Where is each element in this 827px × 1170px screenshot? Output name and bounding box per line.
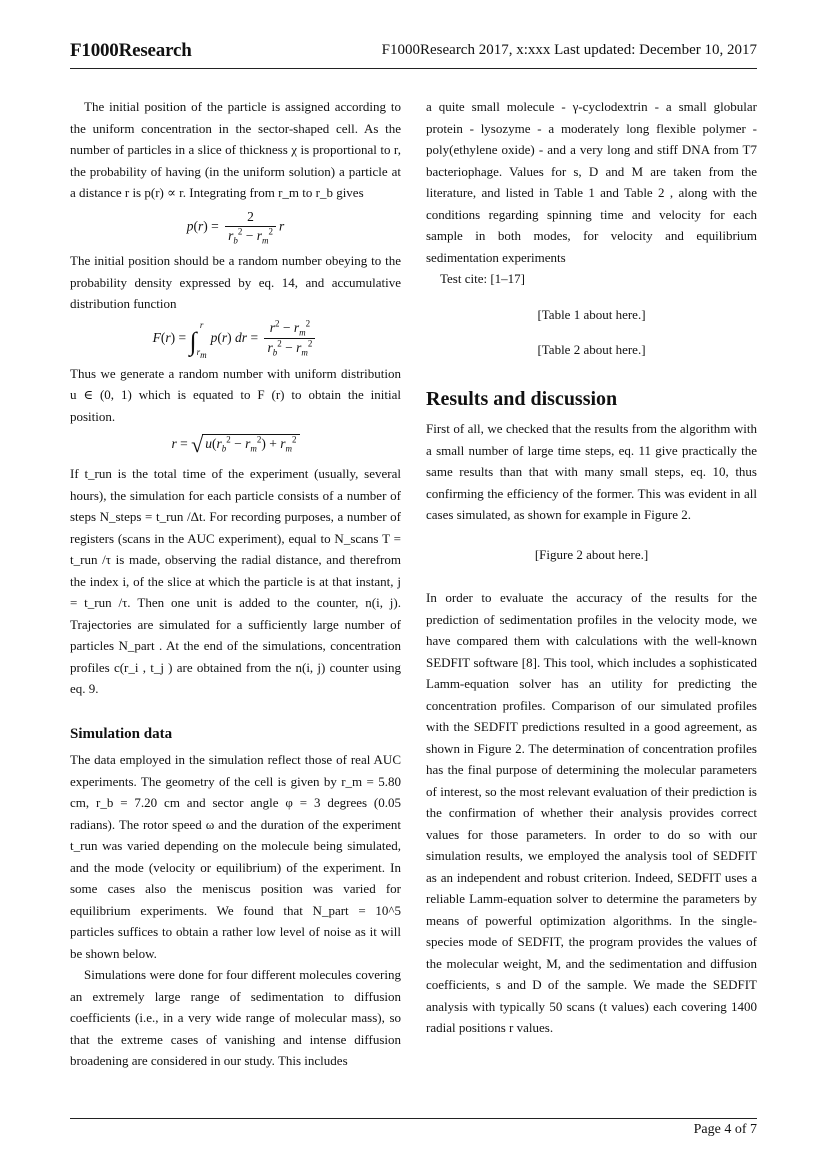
header-meta: F1000Research 2017, x:xxx Last updated: December 10, 2017	[381, 42, 757, 58]
paragraph-sedfit-comparison: In order to evaluate the accuracy of the results for the prediction of sedimentation profiles in the velocity mode, we have compared them with calculations with the well-known SEDFIT software [8]. This tool, which includes a sophisticated Lamm-equation solver has an utility for predicting the concentration profiles. Comparison of our simulated profiles with the SEDFIT predictions resulted in a good agreement, as shown in Figure 2. The determination of concentration profiles has the final purpose of determining the molecular parameters of interest, so the most relevant evaluation of their prediction is the confirmation of whether their analysis provides correct values for those parameters. In order to do so with our simulation results, we employed the analysis tool of SEDFIT as an independent and robust criterion. Indeed, SEDFIT uses a reliable Lamm-equation solver to determine the parameters by means of powerful optimization algorithms. In the single-species mode of SEDFIT, the program provides the values of the molecular weight, M, and the sedimentation and diffusion coefficients, s and D of the sample. We made the SEDFIT analysis with typically 50 scans (t values) each covering 1400 radial positions r values.	[426, 590, 757, 1035]
paragraph-molecule-list: a quite small molecule - γ-cyclodextrin - a small globular protein - lysozyme - a moderately long flexible polymer - poly(ethylene oxide) - and a very long and stiff DNA from T7 bacteriophage. Values for s, D and M are taken from the literature, and listed in Table 1 and Table 2 , along with the conditions regarding spinning time and velocity for each sample in both modes, for velocity and equilibrium sedimentation experiments	[426, 99, 757, 265]
paragraph-molecules: Simulations were done for four different molecules covering an extremely large range of sedimentation to diffusion coefficients (i.e., in a very wide range of molecular mass), so that the extreme cases of vanishing and intense diffusion broadening are considered in our study. This includes	[70, 967, 401, 1069]
header-rule	[70, 68, 757, 69]
footer-rule	[70, 1118, 757, 1119]
test-cite: Test cite: [1–17]	[440, 271, 526, 286]
equation-probability: p(r) = $\frac{2}{r_b^2 - r_m^2}$ r	[186, 208, 285, 247]
left-column	[70, 96, 401, 1072]
section-heading-results: Results and discussion	[426, 387, 618, 410]
paragraph-random-number: Thus we generate a random number with uniform distribution u ∈ (0, 1) which is equated to F (r) to obtain the initial position.	[70, 365, 401, 424]
paragraph-cumulative: The initial position should be a random number obeying to the probability density expressed by eq. 14, and accumulative distribution function	[70, 253, 401, 312]
paragraph-results-first: First of all, we checked that the results from the algorithm with a small number of large time steps, eq. 11 give practically the same results than that with many small steps, eq. 10, thus confirming the efficiency of the former. This was evident in all cases simulated, as shown for example in Figure 2.	[426, 421, 757, 522]
table-1-placeholder: [Table 1 about here.]	[537, 306, 646, 322]
figure-2-placeholder: [Figure 2 about here.]	[534, 546, 649, 562]
equation-position: r = √ $u(r_b^2 - r_m^2) + r_m^2$	[70, 433, 401, 457]
equation-cumulative: F(r) = ∫ r $r_mp(r)$ dr = $\frac{r^2 - r_m^2}{r_b^2 - r_m^2}$	[70, 321, 401, 357]
section-heading-simulation-data: Simulation data	[70, 725, 173, 742]
paragraph-simulation-data: The data employed in the simulation reflect those of real AUC experiments. The geometry of the cell is given by r_m = 5.80 cm, r_b = 7.20 cm and sector angle φ = 3 degrees (0.05 radians). The rotor speed ω and the duration of the experiment t_run was varied depending on the molecule being simulated, and the mode (velocity or equilibrium) of the experiment. In some cases also the meniscus position was varied for equilibrium experiments. We found that N_part = 10^5 particles suffices to obtain a rather low level of noise as it will be shown below.	[70, 752, 401, 961]
page-number: Page 4 of 7	[693, 1122, 757, 1137]
right-column	[426, 96, 757, 1039]
paragraph-initial-position: The initial position of the particle is assigned according to the uniform concentration in the sector-shaped cell. As the number of particles in a slice of thickness χ is proportional to r, the probability of having (in the uniform solution) a particle at a distance r is p(r) ∝ r. Integrating from r_m to r_b gives	[70, 99, 401, 200]
paragraph-simulation-steps: If t_run is the total time of the experiment (usually, several hours), the simulation for each particle consists of a number of steps N_steps = t_run /Δt. For recording purposes, a number of registers (scans in the AUC experiment), equal to N_scans T = t_run /τ is made, observing the radial distance, and therefrom the index i, of the slice at which the particle is at that instant, j = t_run /τ. Then one unit is added to the counter, n(i, j). Trajectories are simulated for a sufficiently large number of particles N_part . At the end of the simulations, concentration profiles c(r_i , t_j ) are obtained from the n(i, j) counter using eq. 9.	[70, 466, 401, 697]
journal-brand: F1000Research	[70, 40, 192, 61]
table-2-placeholder: [Table 2 about here.]	[537, 342, 646, 357]
